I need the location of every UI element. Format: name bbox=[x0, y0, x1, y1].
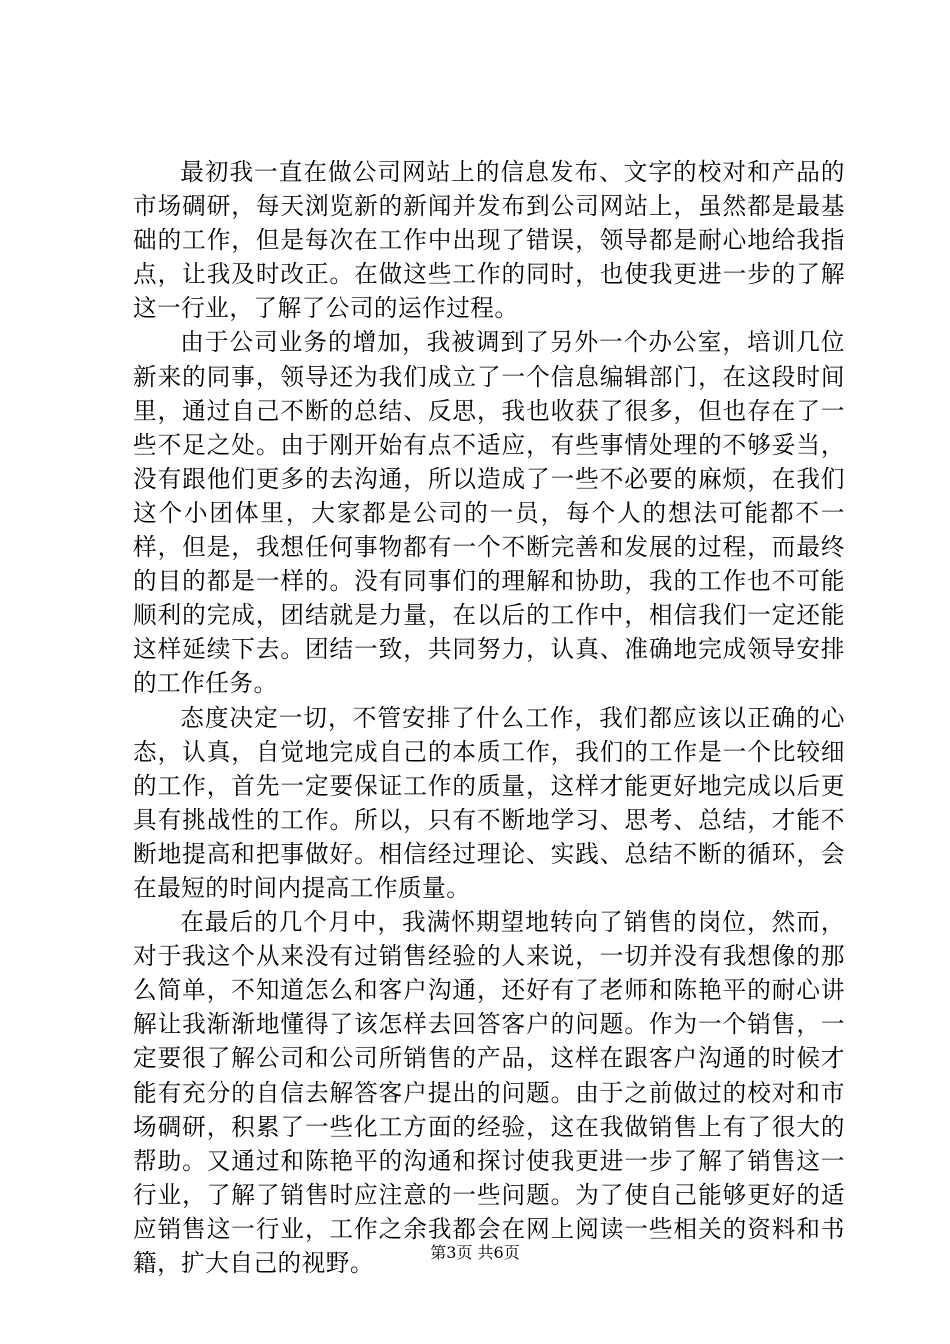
paragraph-3: 态度决定一切，不管安排了什么工作，我们都应该以正确的心态，认真，自觉地完成自己的本质工作，我们的工作是一个比较细的工作，首先一定要保证工作的质量，这样才能更好地完成以后更具有挑战性的工作。所以，只有不断地学习、思考、总结，才能不断地提高和把事做好。相信经过理论、实践、总结不断的循环，会在最短的时间内提高工作质量。 bbox=[133, 703, 845, 902]
paragraph-4: 在最后的几个月中，我满怀期望地转向了销售的岗位，然而，对于我这个从来没有过销售经验的人来说，一切并没有我想像的那么简单，不知道怎么和客户沟通，还好有了老师和陈艳平的耐心讲解让我渐渐地懂得了该怎样去回答客户的问题。作为一个销售，一定要很了解公司和公司所销售的产品，这样在跟客户沟通的时候才能有充分的自信去解答客户提出的问题。由于之前做过的校对和市场碉研，积累了一些化工方面的经验，这在我做销售上有了很大的帮助。又通过和陈艳平的沟通和探讨使我更进一步了解了销售这一行业，了解了销售时应注意的一些问题。为了使自己能够更好的适应销售这一行业，工作之余我都会在网上阅读一些相关的资料和书籍，扩大自己的视野。 bbox=[133, 908, 845, 1277]
document-body bbox=[133, 155, 845, 1280]
page-footer bbox=[0, 1243, 950, 1263]
page-number: 第3页 共6页 bbox=[430, 1243, 520, 1262]
paragraph-2: 由于公司业务的增加，我被调到了另外一个办公室，培训几位新来的同事，领导还为我们成立了一个信息编辑部门，在这段时间里，通过自己不断的总结、反思，我也收获了很多，但也存在了一些不足之处。由于刚开始有点不适应，有些事情处理的不够妥当，没有跟他们更多的去沟通，所以造成了一些不必要的麻烦，在我们这个小团体里，大家都是公司的一员，每个人的想法可能都不一样，但是，我想任何事物都有一个不断完善和发展的过程，而最终的目的都是一样的。没有同事们的理解和协助，我的工作也不可能顺利的完成，团结就是力量，在以后的工作中，相信我们一定还能这样延续下去。团结一致，共同努力，认真、准确地完成领导安排的工作任务。 bbox=[133, 328, 845, 698]
paragraph-1: 最初我一直在做公司网站上的信息发布、文字的校对和产品的市场碉研，每天浏览新的新闻并发布到公司网站上，虽然都是最基础的工作，但是每次在工作中出现了错误，领导都是耐心地给我指点，让我及时改正。在做这些工作的同时，也使我更进一步的了解这一行业，了解了公司的运作过程。 bbox=[133, 158, 845, 323]
